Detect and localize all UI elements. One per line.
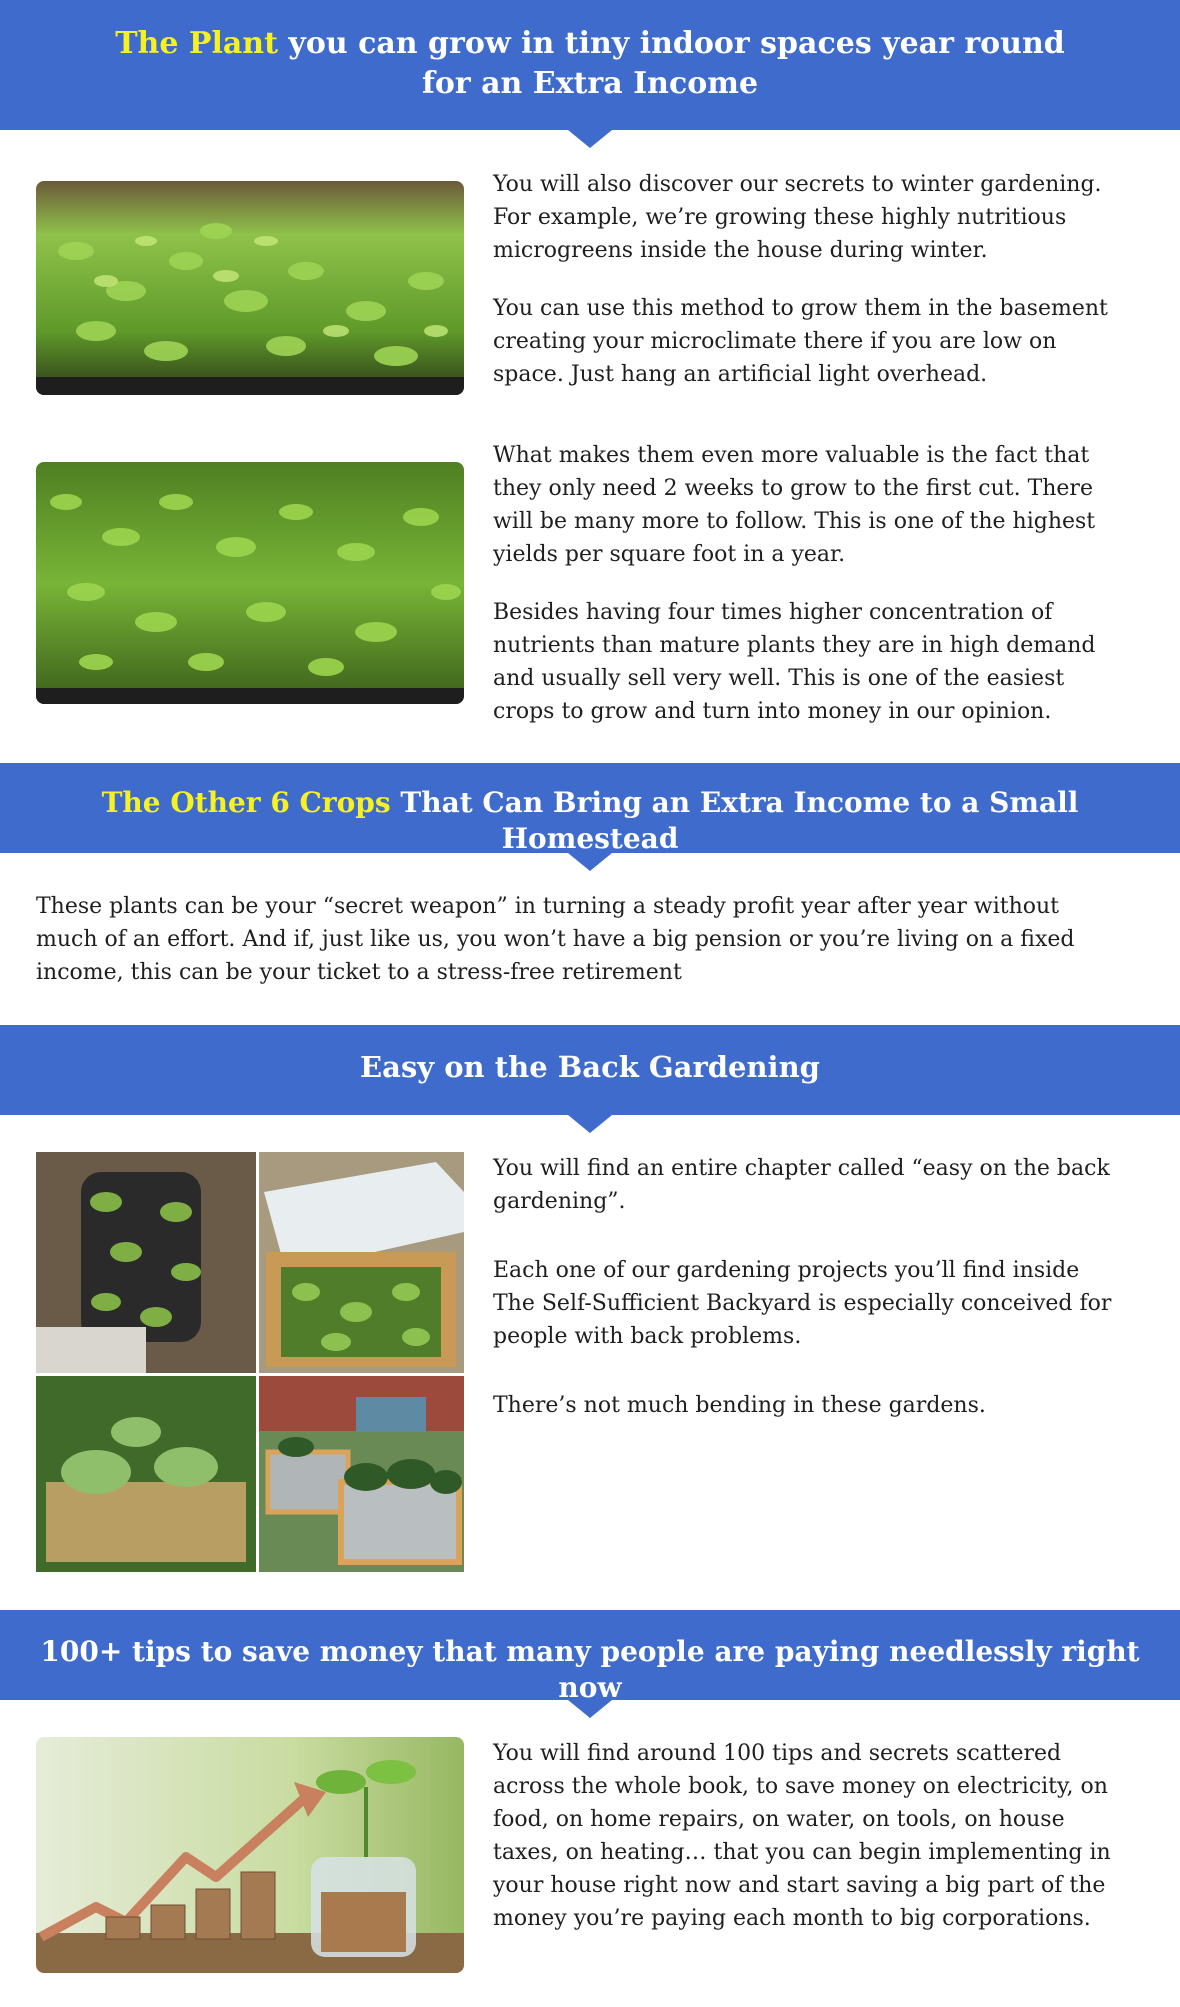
section1-paragraph-1: You will also discover our secrets to winter gardening. For example, we’re growing these highly nutritious microgreens inside the house during winter. <box>493 172 1102 263</box>
section2-paragraph-1: These plants can be your “secret weapon” in turning a steady profit year after year without much of an effort. And if, just like us, you won’t have a big pension or you’re living on a fixed income, this can be your ticket to a stress-free retirement <box>36 894 1075 985</box>
banner-title: you can grow in tiny indoor spaces year round for an Extra Income <box>277 26 1065 101</box>
coins-growth-photo <box>36 1737 464 1973</box>
section3-paragraph-3: There’s not much bending in these gardens. <box>493 1393 986 1418</box>
section-banner-plant <box>0 0 1180 130</box>
banner-title: That Can Bring an Extra Income to a Small Homestead <box>390 786 1079 855</box>
section3-paragraph-1: You will find an entire chapter called “easy on the back gardening”. <box>493 1156 1110 1214</box>
banner-title: 100+ tips to save money that many people are paying needlessly right now <box>40 1635 1140 1704</box>
banner-highlight: The Other 6 Crops <box>101 786 391 819</box>
section4-paragraph-1: You will find around 100 tips and secrets scattered across the whole book, to save money on electricity, on food, on home repairs, on water, on tools, on house taxes, on heating… that you can begin implementing in your house right now and start saving a big part of the money you’re paying each month to big corporations. <box>493 1741 1111 1931</box>
section-banner-crops <box>0 763 1180 853</box>
section3-paragraph-2: Each one of our gardening projects you’ll find inside The Self-Sufficient Backyard is especially conceived for people with back problems. <box>493 1258 1112 1349</box>
banner-title: Easy on the Back Gardening <box>360 1050 820 1084</box>
back-gardening-collage <box>36 1152 464 1572</box>
section-banner-tips <box>0 1610 1180 1704</box>
section1-paragraph-4: Besides having four times higher concentration of nutrients than mature plants they are in high demand and usually sell very well. This is one of the easiest crops to grow and turn into money in our opinion. <box>493 600 1096 724</box>
section-banner-easy-back <box>0 1025 1180 1115</box>
microgreens-photo-1 <box>36 181 464 395</box>
banner-highlight: The Plant <box>115 26 278 61</box>
section1-paragraph-2: You can use this method to grow them in the basement creating your microclimate there if you are low on space. Just hang an artificial light overhead. <box>493 296 1108 387</box>
microgreens-photo-2 <box>36 462 464 704</box>
section1-paragraph-3: What makes them even more valuable is the fact that they only need 2 weeks to grow to the first cut. There will be many more to follow. This is one of the highest yields per square foot in a year. <box>493 443 1096 567</box>
